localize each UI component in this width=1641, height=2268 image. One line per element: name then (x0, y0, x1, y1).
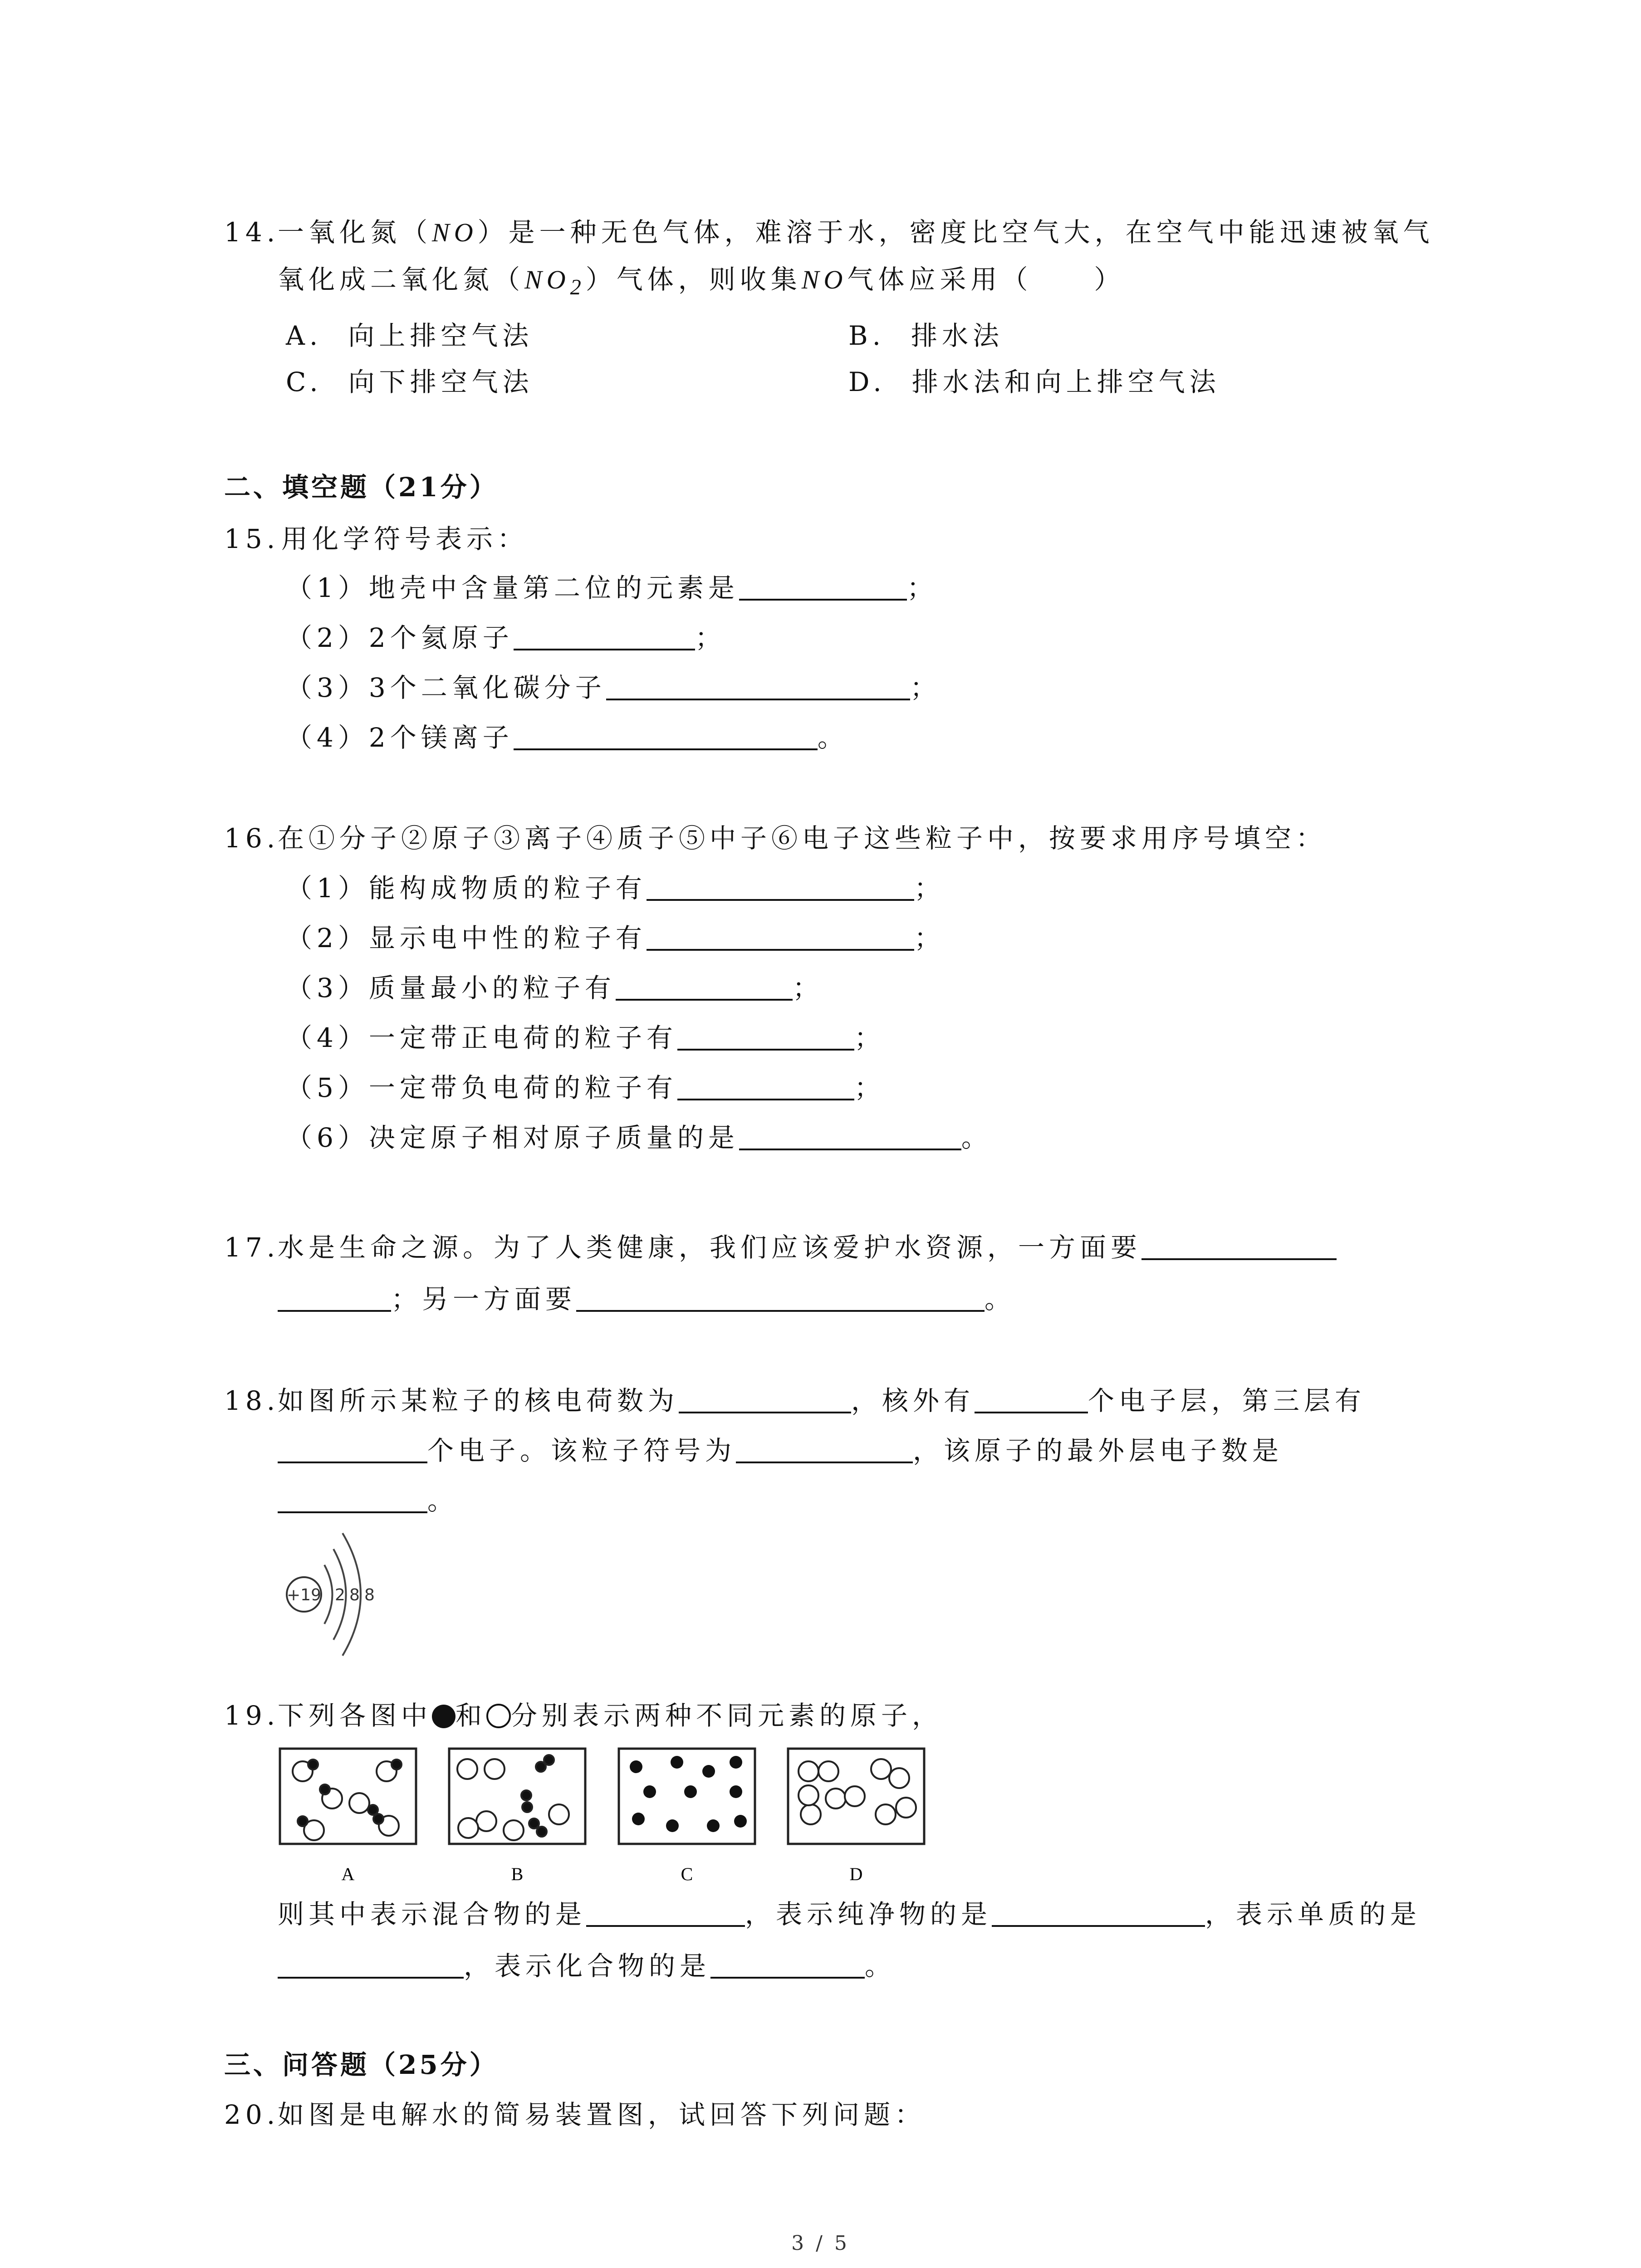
q15-number: 15. (224, 523, 280, 554)
answer-blank[interactable] (647, 923, 914, 951)
answer-blank[interactable] (586, 1899, 745, 1927)
page-number: 3 / 5 (791, 2232, 850, 2255)
q16-item-1: （1）能构成物质的粒子有 ； (286, 873, 945, 904)
q18-number: 18. (224, 1385, 280, 1416)
q16-number: 16. (224, 823, 280, 854)
q14-stem-line2: 氧化成二氧化氮$(NO_2)$气体，则收集NO气体应采用（ ） (278, 264, 1125, 299)
q15-item-1: （1）地壳中含量第二位的元素是 ； (286, 572, 938, 603)
q19-stem: 下列各图中 和 分别表示两种不同元素的原子， (278, 1700, 943, 1731)
answer-blank[interactable] (677, 1072, 854, 1100)
answer-blank[interactable] (576, 1284, 985, 1312)
q20-number: 20. (224, 2099, 280, 2130)
q16-item-5: （5）一定带负电荷的粒子有 ； (286, 1072, 885, 1103)
answer-blank[interactable] (1141, 1232, 1337, 1260)
answer-blank[interactable] (278, 1284, 391, 1312)
q18-line3: 。 (278, 1482, 458, 1519)
q16-stem: 在①分子②原子③离子④质子⑤中子⑥电子这些粒子中，按要求用序号填空： (278, 823, 1327, 854)
q14-option-c: C. 向下排空气法 (286, 367, 534, 397)
answer-blank[interactable] (606, 672, 910, 700)
shell-2-count: 8 (349, 1586, 360, 1604)
section3-heading: 三、问答题（25分） (224, 2049, 499, 2080)
particle-boxes (278, 1746, 931, 1892)
answer-blank[interactable] (677, 1022, 854, 1051)
q17-number: 17. (224, 1232, 280, 1263)
q15-item-3: （3）3个二氧化碳分子 ； (286, 672, 941, 703)
q17-line1: 水是生命之源。为了人类健康，我们应该爱护水资源，一方面要 (278, 1229, 1337, 1266)
box-c-label: C (681, 1864, 693, 1884)
q16-item-2: （2）显示电中性的粒子有 ； (286, 923, 945, 953)
black-atom-icon (432, 1705, 456, 1728)
answer-blank[interactable] (710, 1950, 865, 1979)
q20-stem: 如图是电解水的简易装置图，试回答下列问题： (278, 2099, 926, 2130)
q19-answer-line2: ，表示化合物的是 。 (278, 1948, 896, 1984)
nucleus-charge: +19 (287, 1586, 321, 1604)
q19-number: 19. (224, 1700, 280, 1731)
box-b-label: B (511, 1864, 524, 1884)
answer-blank[interactable] (647, 873, 914, 901)
q14-option-d: D. 排水法和向上排空气法 (848, 367, 1220, 397)
q16-item-6: （6）决定原子相对原子质量的是 。 (286, 1122, 992, 1153)
q17-line2: ；另一方面要 。 (278, 1281, 1015, 1317)
answer-blank[interactable] (679, 1385, 851, 1413)
box-d-label: D (849, 1864, 863, 1884)
q14-option-a: A. 向上排空气法 (286, 320, 534, 351)
answer-blank[interactable] (278, 1485, 427, 1513)
answer-blank[interactable] (278, 1950, 464, 1979)
shell-3-count: 8 (364, 1586, 375, 1604)
answer-blank[interactable] (736, 1435, 913, 1463)
atom-structure-diagram (272, 1529, 390, 1660)
q16-item-3: （3）质量最小的粒子有 ； (286, 973, 823, 1003)
answer-blank[interactable] (278, 1435, 427, 1463)
shell-1-count: 2 (335, 1586, 345, 1604)
q15-item-2: （2）2个氦原子 ； (286, 622, 726, 653)
answer-blank[interactable] (739, 572, 907, 601)
answer-blank[interactable] (739, 1122, 961, 1150)
q14-stem-line1: 一氧化氮（NO）是一种无色气体，难溶于水，密度比空气大，在空气中能迅速被氧气 (278, 217, 1434, 248)
section2-heading: 二、填空题（21分） (224, 472, 499, 503)
answer-blank[interactable] (992, 1899, 1205, 1927)
q14-number: 14. (224, 217, 280, 248)
answer-blank[interactable] (514, 722, 818, 750)
answer-blank[interactable] (616, 973, 793, 1001)
box-a-label: A (341, 1864, 355, 1884)
white-atom-icon (486, 1704, 511, 1728)
q18-line1: 如图所示某粒子的核电荷数为 ，核外有 个电子层，第三层有 (278, 1385, 1366, 1416)
q15-item-4: （4）2个镁离子 。 (286, 722, 848, 753)
q19-answer-line1: 则其中表示混合物的是 ，表示纯净物的是 ，表示单质的是 (278, 1899, 1421, 1930)
q18-line2: 个电子。该粒子符号为 ，该原子的最外层电子数是 (278, 1432, 1283, 1469)
q16-item-4: （4）一定带正电荷的粒子有 ； (286, 1022, 885, 1053)
answer-blank[interactable] (975, 1385, 1088, 1413)
q14-option-b: B. 排水法 (848, 320, 1004, 351)
answer-blank[interactable] (514, 622, 695, 650)
q15-stem: 用化学符号表示： (281, 523, 529, 554)
